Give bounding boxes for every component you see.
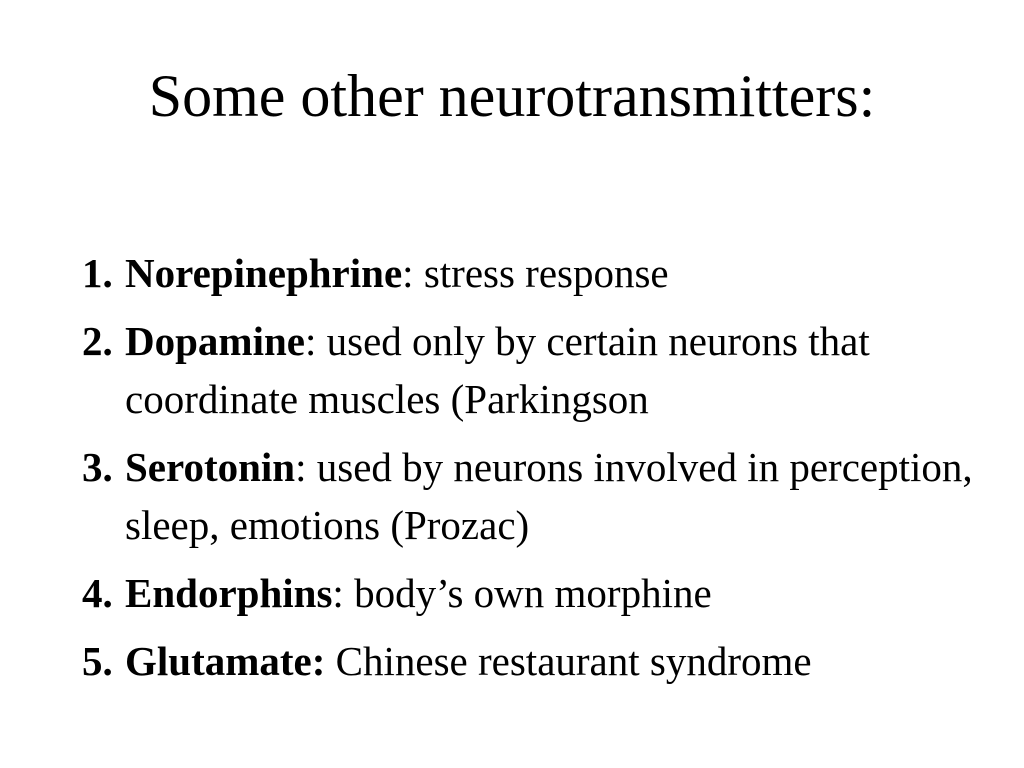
item-term: Glutamate:	[125, 638, 326, 684]
item-term: Norepinephrine	[125, 250, 403, 296]
item-description: used only by certain neurons that coordinate muscles (Parkingson	[125, 318, 870, 422]
item-number: 5.	[82, 638, 113, 684]
list-item-dopamine	[82, 312, 1012, 428]
item-number: 2.	[82, 318, 113, 364]
item-term: Serotonin	[125, 444, 296, 490]
slide-title: Some other neurotransmitters:	[148, 63, 876, 129]
item-description: used by neurons involved in perception, sleep, emotions (Prozac)	[125, 444, 973, 548]
item-separator: :	[402, 250, 414, 296]
item-description: Chinese restaurant syndrome	[325, 638, 812, 684]
item-description: stress response	[413, 250, 669, 296]
item-term: Endorphins	[125, 570, 333, 616]
item-term: Dopamine	[125, 318, 305, 364]
item-number: 4.	[82, 570, 113, 616]
item-separator: :	[304, 318, 317, 364]
item-number: 3.	[82, 444, 113, 490]
item-description: body’s own morphine	[343, 570, 712, 616]
item-number: 1.	[82, 250, 113, 296]
list-item-endorphins	[82, 564, 1012, 622]
list-item-norepinephrine	[82, 244, 1012, 302]
item-separator: :	[332, 570, 344, 616]
list-item-glutamate	[82, 632, 1012, 690]
list-item-serotonin	[82, 438, 1012, 554]
neurotransmitter-list	[82, 244, 1012, 700]
item-separator: :	[295, 444, 307, 490]
